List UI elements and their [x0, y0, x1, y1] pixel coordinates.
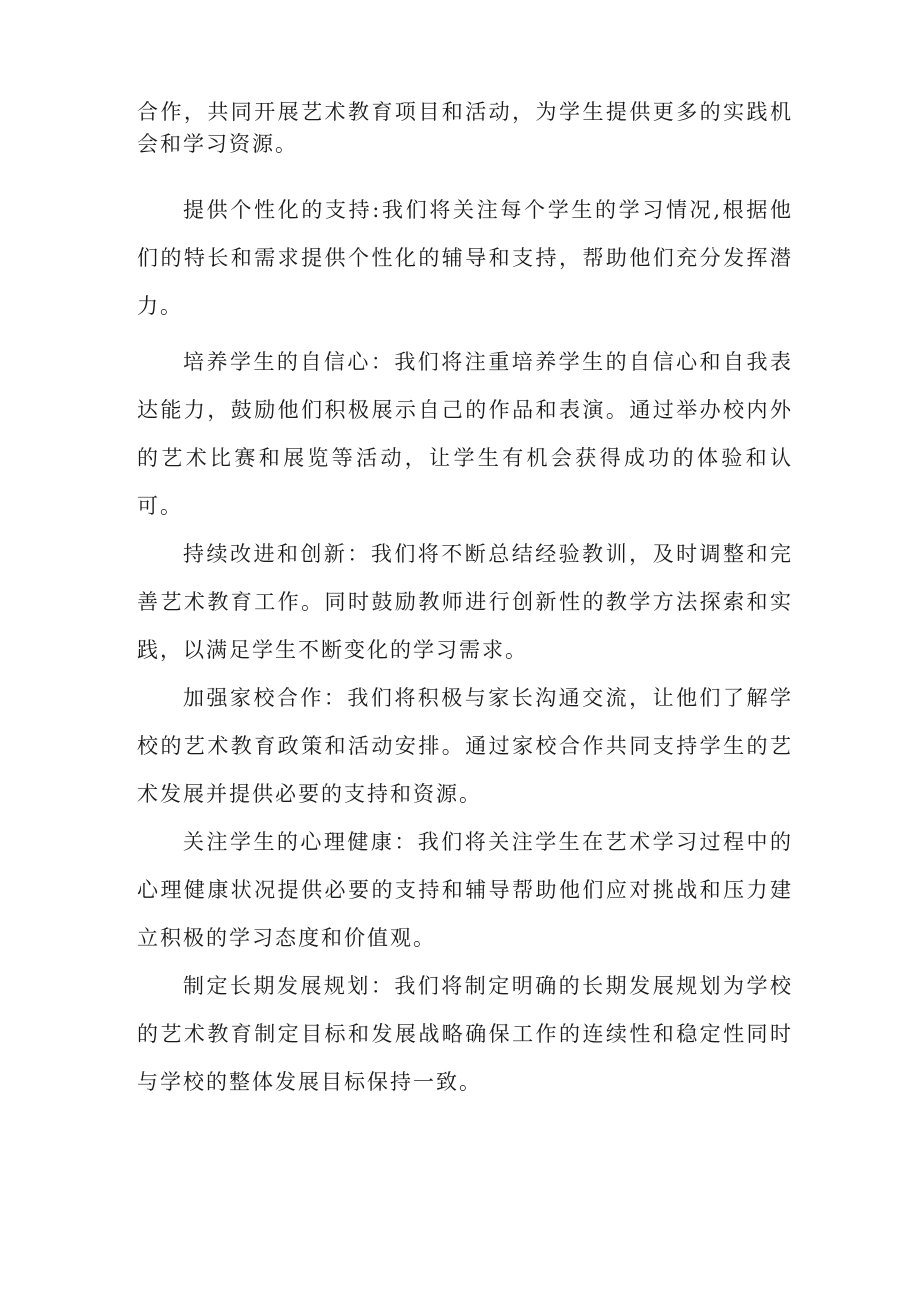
paragraph-personalized-support: 提供个性化的支持:我们将关注每个学生的学习情况,根据他们的特长和需求提供个性化的辅导和支持，帮助他们充分发挥潜力。 [137, 198, 793, 318]
paragraph-improvement-innovation: 持续改进和创新：我们将不断总结经验教训，及时调整和完善艺术教育工作。同时鼓励教师进行创新性的教学方法探索和实践，以满足学生不断变化的学习需求。 [137, 542, 793, 662]
document-body [137, 96, 793, 1106]
paragraph-self-confidence: 培养学生的自信心：我们将注重培养学生的自信心和自我表达能力，鼓励他们积极展示自己的作品和表演。通过举办校内外的艺术比赛和展览等活动，让学生有机会获得成功的体验和认可。 [137, 350, 793, 518]
paragraph-mental-health: 关注学生的心理健康：我们将关注学生在艺术学习过程中的心理健康状况提供必要的支持和辅导帮助他们应对挑战和压力建立积极的学习态度和价值观。 [137, 830, 793, 950]
paragraph-home-school-cooperation: 加强家校合作：我们将积极与家长沟通交流，让他们了解学校的艺术教育政策和活动安排。通过家校合作共同支持学生的艺术发展并提供必要的支持和资源。 [137, 686, 793, 806]
paragraph-long-term-planning: 制定长期发展规划：我们将制定明确的长期发展规划为学校的艺术教育制定目标和发展战略确保工作的连续性和稳定性同时与学校的整体发展目标保持一致。 [137, 974, 793, 1094]
paragraph-continuation: 合作，共同开展艺术教育项目和活动，为学生提供更多的实践机会和学习资源。 [137, 100, 793, 156]
